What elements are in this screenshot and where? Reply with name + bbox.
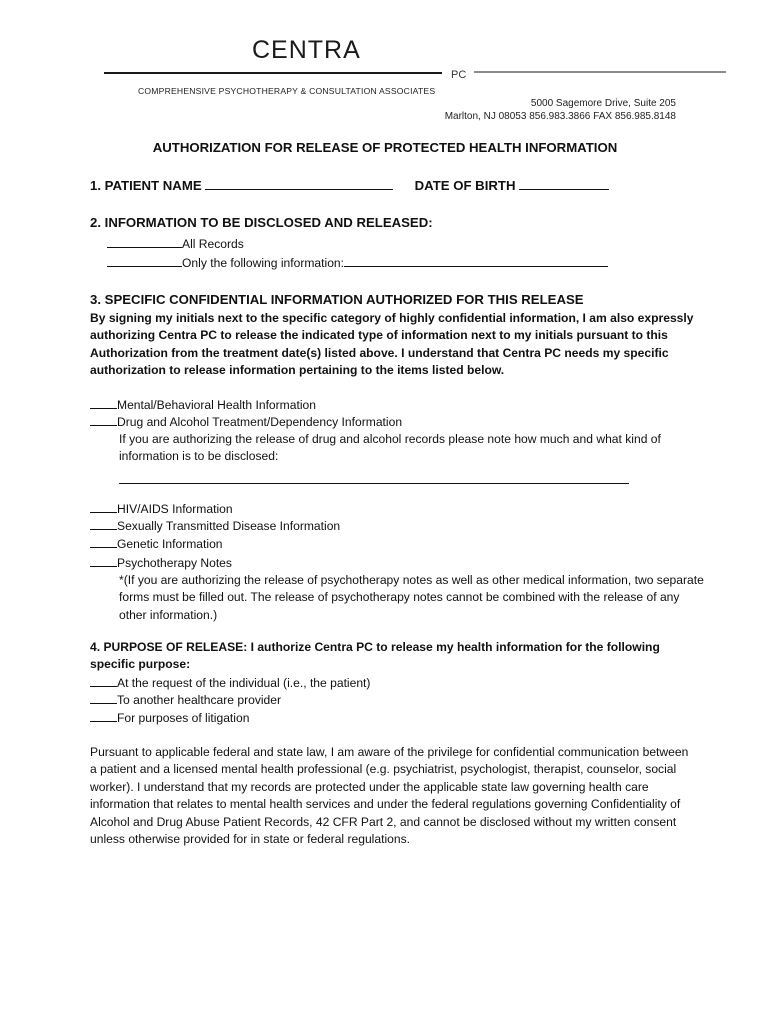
following-info-label: Only the following information: (182, 256, 345, 270)
patient-name-row (90, 178, 609, 193)
company-suffix: PC (451, 69, 467, 81)
list-item (90, 501, 233, 516)
patient-name-label: 1. PATIENT NAME (90, 178, 202, 193)
all-records-label: All Records (182, 237, 244, 251)
item-label: Drug and Alcohol Treatment/Dependency Information (117, 415, 403, 429)
initials-field[interactable] (90, 675, 117, 687)
option-all-records (107, 236, 244, 251)
item-label: For purposes of litigation (117, 711, 250, 725)
company-subtitle: COMPREHENSIVE PSYCHOTHERAPY & CONSULTATION ASSOCIATES (138, 86, 436, 96)
item-label: Genetic Information (117, 537, 223, 551)
initials-field[interactable] (90, 414, 117, 426)
date-of-birth-label: DATE OF BIRTH (414, 178, 516, 193)
initials-field[interactable] (90, 555, 117, 567)
list-item (90, 675, 370, 690)
item-label: HIV/AIDS Information (117, 502, 233, 516)
header-rule-left (104, 72, 442, 74)
initials-field[interactable] (90, 710, 117, 722)
initials-field[interactable] (90, 536, 117, 548)
section-4-heading: 4. PURPOSE OF RELEASE: I authorize Centra PC to release my health information for the following specific purpose: (90, 640, 660, 672)
initials-field[interactable] (90, 501, 117, 513)
psychotherapy-note: *(If you are authorizing the release of psychotherapy notes as well as other medical information, two separate forms must be filled out. The release of psychotherapy notes cannot be combined with the release of any other information.) (119, 573, 704, 622)
following-info-initials-field[interactable] (107, 255, 182, 267)
item-label: At the request of the individual (i.e., the patient) (117, 676, 371, 690)
item-label: To another healthcare provider (117, 693, 282, 707)
section-2-heading: 2. INFORMATION TO BE DISCLOSED AND RELEASED: (90, 215, 433, 230)
list-item (90, 536, 223, 551)
document-title: AUTHORIZATION FOR RELEASE OF PROTECTED HEALTH INFORMATION (152, 140, 618, 155)
item-label: Psychotherapy Notes (117, 556, 232, 570)
initials-field[interactable] (90, 518, 117, 530)
initials-field[interactable] (90, 397, 117, 409)
item-label: Sexually Transmitted Disease Information (117, 519, 341, 533)
address-line-1: 5000 Sagemore Drive, Suite 205 (530, 98, 676, 109)
legal-paragraph: Pursuant to applicable federal and state law, I am aware of the privilege for confidential communication between a patient and a licensed mental health professional (e.g. psychiatrist, psychologist, therapist, counselor, social worker). I understand that my records are protected under the applicable state law governing health care information that relates to mental health services and under the federal regulations governing Confidentiality of Alcohol and Drug Abuse Patient Records, 42 CFR Part 2, and cannot be disclosed without my written consent unless otherwise provided for in state or federal regulations. (90, 745, 689, 847)
section-3-heading: 3. SPECIFIC CONFIDENTIAL INFORMATION AUTHORIZED FOR THIS RELEASE (90, 292, 584, 307)
date-of-birth-field[interactable] (519, 178, 609, 190)
option-following-info (107, 255, 608, 270)
initials-field[interactable] (90, 692, 117, 704)
list-item (90, 555, 232, 570)
address-line-2: Marlton, NJ 08053 856.983.3866 FAX 856.985.8148 (444, 111, 676, 122)
drug-alcohol-details-field[interactable] (119, 483, 629, 484)
following-info-field[interactable] (344, 255, 608, 267)
list-item (90, 710, 249, 725)
header-rule-right (474, 71, 726, 73)
section-3-intro: By signing my initials next to the specific category of highly confidential information, I am also expressly authorizing Centra PC to release the indicated type of information next to my initials pursuant to this Authorization from the treatment date(s) listed above. I understand that Centra PC needs my specific authorization to release information pertaining to the items listed below. (90, 311, 694, 378)
list-item (90, 692, 281, 707)
all-records-initials-field[interactable] (107, 236, 182, 248)
list-item (90, 414, 402, 429)
patient-name-field[interactable] (205, 178, 393, 190)
company-logo: CENTRA (252, 36, 361, 64)
drug-alcohol-note: If you are authorizing the release of drug and alcohol records please note how much and what kind of information is to be disclosed: (119, 432, 661, 464)
list-item (90, 397, 316, 412)
list-item (90, 518, 340, 533)
item-label: Mental/Behavioral Health Information (117, 398, 316, 412)
